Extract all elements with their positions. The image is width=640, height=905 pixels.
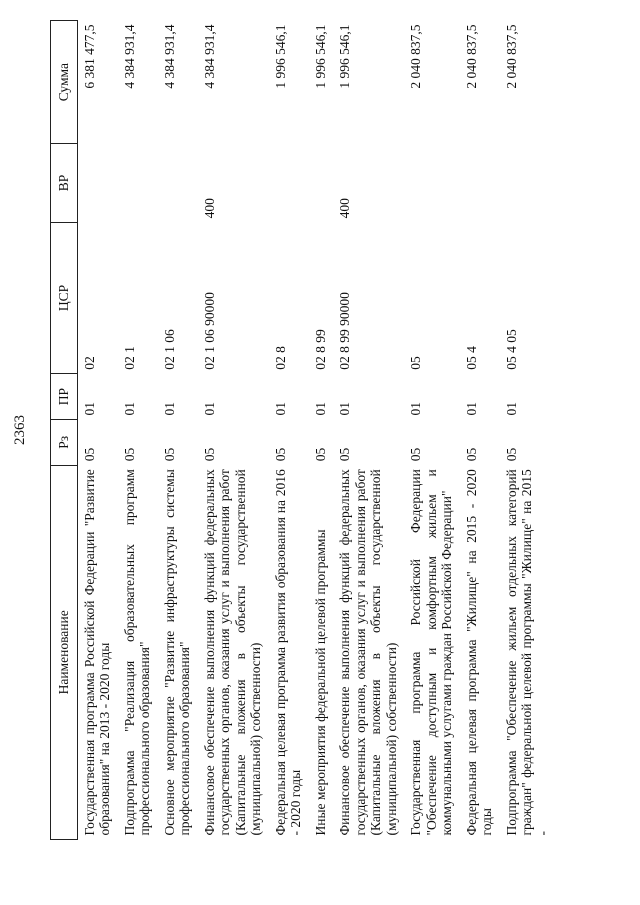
row-pr: 01	[201, 401, 217, 416]
row-pr: 01	[272, 401, 288, 416]
table-row	[118, 21, 158, 840]
row-rz: 05	[161, 447, 177, 462]
row-name: Подпрограмма "Реализация образовательных программ профессионального образования"	[121, 469, 152, 836]
row-name: Федеральная целевая программа "Жилище" на 2015 - 2020 годы	[463, 469, 494, 836]
row-name: Иные мероприятия федеральной целевой программы	[312, 529, 328, 836]
row-sum: 1 996 546,1	[337, 24, 352, 89]
row-name: Основное мероприятие "Развитие инфраструктуры системы профессионального образования"	[161, 469, 192, 836]
row-name: Федеральная целевая программа развития образования на 2016 - 2020 годы	[272, 469, 303, 836]
table-row	[333, 21, 404, 840]
row-rz: 05	[272, 447, 288, 462]
header-sum: Сумма	[51, 21, 78, 144]
row-pr: 01	[161, 401, 177, 416]
row-pr: 01	[81, 401, 97, 416]
row-rz: 05	[121, 447, 137, 462]
table-row	[269, 21, 309, 840]
row-csr: 02 8 99	[312, 329, 328, 370]
row-name: Государственная программа Российской Федерации "Обеспечение доступным и комфортным жильем и коммунальными услугами граждан Российской Федерации"	[408, 469, 454, 836]
table-row	[158, 21, 198, 840]
header-rz: Рз	[51, 419, 78, 465]
budget-table	[50, 20, 555, 840]
table-row	[404, 21, 460, 840]
row-vr	[118, 144, 158, 223]
header-csr: ЦСР	[51, 222, 78, 373]
row-rz: 05	[312, 447, 328, 462]
header-vr: ВР	[51, 144, 78, 223]
row-name: Подпрограмма "Обеспечение жильем отдельных категорий граждан" федеральной целевой программы "Жилище" на 2015 -	[503, 469, 550, 836]
row-rz: 05	[337, 447, 352, 462]
row-csr: 05 4 05	[503, 329, 519, 370]
row-vr	[500, 144, 556, 223]
table-header-row	[51, 21, 78, 840]
row-sum: 2 040 837,5	[503, 24, 519, 89]
row-name: Государственная программа Российской Федерации "Развитие образования" на 2013 - 2020 годы	[81, 469, 112, 836]
row-csr: 02 8 99 90000	[337, 292, 352, 370]
row-sum: 1 996 546,1	[312, 24, 328, 89]
row-sum: 1 996 546,1	[272, 24, 288, 89]
row-vr	[158, 144, 198, 223]
row-name: Финансовое обеспечение выполнения функций федеральных государственных органов, оказания услуг и выполнения работ (Капитальные вложения в объекты государственной (муниципальной) собственности)	[337, 469, 399, 836]
row-csr: 02 8	[272, 346, 288, 370]
row-rz: 05	[408, 447, 423, 462]
row-csr: 02 1	[121, 346, 137, 370]
row-sum: 4 384 931,4	[201, 24, 217, 89]
row-rz: 05	[503, 447, 519, 462]
row-vr	[269, 144, 309, 223]
header-name: Наименование	[51, 465, 78, 839]
row-sum: 2 040 837,5	[408, 24, 423, 89]
row-pr: 01	[503, 401, 519, 416]
row-sum: 2 040 837,5	[463, 24, 479, 89]
row-pr: 01	[121, 401, 137, 416]
row-pr: 01	[337, 401, 352, 416]
rotated-page	[12, 20, 560, 840]
table-row	[309, 21, 334, 840]
row-pr: 01	[312, 401, 328, 416]
row-csr: 02 1 06	[161, 329, 177, 370]
row-rz: 05	[463, 447, 479, 462]
row-name: Финансовое обеспечение выполнения функций федеральных государственных органов, оказания услуг и выполнения работ (Капитальные вложения в объекты государственной (муниципальной) собственности)	[201, 469, 263, 836]
row-csr: 05	[408, 356, 423, 370]
row-csr: 05 4	[463, 346, 479, 370]
row-csr: 02 1 06 90000	[201, 292, 217, 370]
row-vr	[309, 144, 334, 223]
row-sum: 4 384 931,4	[161, 24, 177, 89]
row-vr	[460, 144, 500, 223]
budget-table-wrapper	[50, 20, 555, 840]
row-rz: 05	[81, 447, 97, 462]
row-csr: 02	[81, 356, 97, 370]
row-pr: 01	[463, 401, 479, 416]
row-vr	[404, 144, 460, 223]
header-pr: ПР	[51, 374, 78, 420]
row-pr: 01	[408, 401, 423, 416]
row-sum: 6 381 477,5	[81, 24, 97, 89]
row-rz: 05	[201, 447, 217, 462]
table-row	[198, 21, 269, 840]
table-row	[460, 21, 500, 840]
row-sum: 4 384 931,4	[121, 24, 137, 89]
row-vr: 400	[201, 198, 217, 219]
page-number: 2363	[12, 415, 28, 445]
row-vr: 400	[337, 198, 352, 219]
table-row	[77, 21, 118, 840]
table-row	[500, 21, 556, 840]
row-vr	[77, 144, 118, 223]
